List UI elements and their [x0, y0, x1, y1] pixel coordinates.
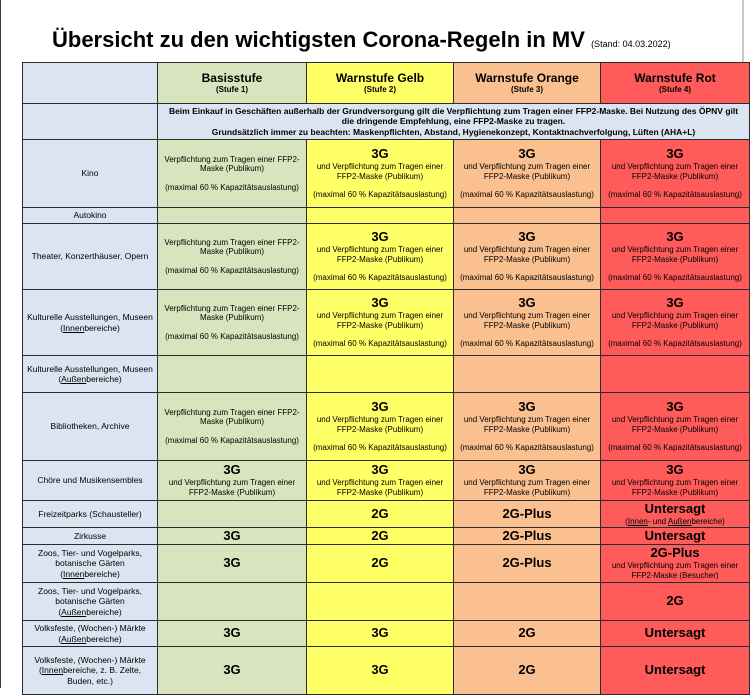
table-row: [23, 583, 750, 621]
cell-zoos-aussen-orange: [454, 583, 601, 621]
table-row: [23, 208, 750, 224]
cell-freizeit-gelb: 2G: [307, 501, 454, 528]
cell-autokino-gelb: [307, 208, 454, 224]
cell-ausst-innen-rot: 3G und Verpflichtung zum Tragen einer FFP2-Maske (Publikum) (maximal 60 % Kapazitätsauslastung): [601, 290, 750, 356]
row-label-zoos-innen: Zoos, Tier- und Vogelparks, botanische Gärten (Innenbereiche): [23, 545, 158, 583]
header-basisstufe: Basisstufe (Stufe 1): [158, 63, 307, 104]
row-label-bibliotheken: Bibliotheken, Archive: [23, 393, 158, 461]
cell-zirkus-rot: Untersagt: [601, 528, 750, 545]
cell-freizeit-rot: Untersagt (Innen- und Außenbereiche): [601, 501, 750, 528]
cell-zoos-aussen-basis: [158, 583, 307, 621]
header-row: [23, 63, 750, 104]
cell-volks-innen-rot: Untersagt: [601, 647, 750, 695]
page-title: [52, 27, 671, 53]
cell-kino-gelb: 3G und Verpflichtung zum Tragen einer FFP2-Maske (Publikum) (maximal 60 % Kapazitätsauslastung): [307, 140, 454, 208]
cell-volks-aussen-orange: 2G: [454, 621, 601, 647]
cell-zirkus-orange: 2G-Plus: [454, 528, 601, 545]
cell-freizeit-basis: [158, 501, 307, 528]
cell-choere-rot: 3G und Verpflichtung zum Tragen einer FFP2-Maske (Publikum): [601, 461, 750, 501]
table-row: [23, 140, 750, 208]
cell-bibl-orange: 3G und Verpflichtung zum Tragen einer FFP2-Maske (Publikum) (maximal 60 % Kapazitätsauslastung): [454, 393, 601, 461]
cell-volks-innen-gelb: 3G: [307, 647, 454, 695]
notice-row: [23, 104, 750, 140]
cell-ausst-aussen-gelb: [307, 356, 454, 393]
row-label-freizeitparks: Freizeitparks (Schausteller): [23, 501, 158, 528]
stand-date: (Stand: 04.03.2022): [591, 39, 671, 49]
cell-ausst-innen-gelb: 3G und Verpflichtung zum Tragen einer FFP2-Maske (Publikum) (maximal 60 % Kapazitätsauslastung): [307, 290, 454, 356]
row-label-kino: Kino: [23, 140, 158, 208]
table-row: [23, 501, 750, 528]
table-row: [23, 545, 750, 583]
header-warnstufe-orange: Warnstufe Orange (Stufe 3): [454, 63, 601, 104]
cell-kino-rot: 3G und Verpflichtung zum Tragen einer FFP2-Maske (Publikum) (maximal 60 % Kapazitätsauslastung): [601, 140, 750, 208]
cell-choere-gelb: 3G und Verpflichtung zum Tragen einer FFP2-Maske (Publikum): [307, 461, 454, 501]
cell-theater-basis: Verpflichtung zum Tragen einer FFP2-Maske (Publikum) (maximal 60 % Kapazitätsauslastung): [158, 224, 307, 290]
cell-bibl-basis: Verpflichtung zum Tragen einer FFP2-Maske (Publikum) (maximal 60 % Kapazitätsauslastung): [158, 393, 307, 461]
row-label-ausstellungen-innen: Kulturelle Ausstellungen, Museen (Innenbereiche): [23, 290, 158, 356]
cell-theater-rot: 3G und Verpflichtung zum Tragen einer FFP2-Maske (Publikum) (maximal 60 % Kapazitätsauslastung): [601, 224, 750, 290]
table-row: [23, 528, 750, 545]
cell-autokino-rot: [601, 208, 750, 224]
cell-zirkus-basis: 3G: [158, 528, 307, 545]
cell-bibl-gelb: 3G und Verpflichtung zum Tragen einer FFP2-Maske (Publikum) (maximal 60 % Kapazitätsauslastung): [307, 393, 454, 461]
cell-volks-aussen-gelb: 3G: [307, 621, 454, 647]
cell-ausst-innen-orange: 3G und Verpflichtung zum Tragen einer FFP2-Maske (Publikum) (maximal 60 % Kapazitätsauslastung): [454, 290, 601, 356]
cell-zoos-innen-gelb: 2G: [307, 545, 454, 583]
row-label-zoos-aussen: Zoos, Tier- und Vogelparks, botanische Gärten (Außenbereiche): [23, 583, 158, 621]
cell-bibl-rot: 3G und Verpflichtung zum Tragen einer FFP2-Maske (Publikum) (maximal 60 % Kapazitätsauslastung): [601, 393, 750, 461]
cell-ausst-aussen-orange: [454, 356, 601, 393]
cell-volks-aussen-basis: 3G: [158, 621, 307, 647]
row-label-theater: Theater, Konzerthäuser, Opern: [23, 224, 158, 290]
row-label-volksfeste-aussen: Volksfeste, (Wochen-) Märkte (Außenbereiche): [23, 621, 158, 647]
cell-kino-orange: 3G und Verpflichtung zum Tragen einer FFP2-Maske (Publikum) (maximal 60 % Kapazitätsauslastung): [454, 140, 601, 208]
cell-freizeit-orange: 2G-Plus: [454, 501, 601, 528]
notice-empty-cell: [23, 104, 158, 140]
cell-volks-innen-basis: 3G: [158, 647, 307, 695]
header-empty-cell: [23, 63, 158, 104]
rules-table: [22, 62, 750, 695]
row-label-choere: Chöre und Musikensembles: [23, 461, 158, 501]
header-warnstufe-rot: Warnstufe Rot (Stufe 4): [601, 63, 750, 104]
table-row: [23, 393, 750, 461]
left-page-border: [0, 0, 1, 688]
title-text: Übersicht zu den wichtigsten Corona-Regeln in MV: [52, 27, 585, 52]
cell-autokino-basis: [158, 208, 307, 224]
cell-zoos-aussen-rot: 2G: [601, 583, 750, 621]
row-label-autokino: Autokino: [23, 208, 158, 224]
cell-volks-aussen-rot: Untersagt: [601, 621, 750, 647]
cell-zoos-aussen-gelb: [307, 583, 454, 621]
cell-kino-basis: Verpflichtung zum Tragen einer FFP2-Maske (Publikum) (maximal 60 % Kapazitätsauslastung): [158, 140, 307, 208]
cell-zoos-innen-basis: 3G: [158, 545, 307, 583]
cell-zirkus-gelb: 2G: [307, 528, 454, 545]
row-label-ausstellungen-aussen: Kulturelle Ausstellungen, Museen (Außenbereiche): [23, 356, 158, 393]
row-label-volksfeste-innen: Volksfeste, (Wochen-) Märkte (Innenbereiche, z. B. Zelte, Buden, etc.): [23, 647, 158, 695]
cell-autokino-orange: [454, 208, 601, 224]
header-warnstufe-gelb: Warnstufe Gelb (Stufe 2): [307, 63, 454, 104]
cell-zoos-innen-orange: 2G-Plus: [454, 545, 601, 583]
table-row: [23, 461, 750, 501]
cell-ausst-innen-basis: Verpflichtung zum Tragen einer FFP2-Maske (Publikum) (maximal 60 % Kapazitätsauslastung): [158, 290, 307, 356]
cell-choere-basis: 3G und Verpflichtung zum Tragen einer FFP2-Maske (Publikum): [158, 461, 307, 501]
table-row: [23, 356, 750, 393]
table-row: [23, 290, 750, 356]
notice-cell: Beim Einkauf in Geschäften außerhalb der Grundversorgung gilt die Verpflichtung zum Tragen einer FFP2-Maske. Bei Nutzung des ÖPNV gilt die dringende Empfehlung, eine FFP2-Maske zu tragen. Grundsätzlich immer zu beachten: Maskenpflichten, Abstand, Hygienekonzept, Kontaktnachverfolgung, Lüften (AHA+L): [158, 104, 750, 140]
cell-theater-gelb: 3G und Verpflichtung zum Tragen einer FFP2-Maske (Publikum) (maximal 60 % Kapazitätsauslastung): [307, 224, 454, 290]
table-row: [23, 647, 750, 695]
cell-volks-innen-orange: 2G: [454, 647, 601, 695]
table-row: [23, 621, 750, 647]
cell-choere-orange: 3G und Verpflichtung zum Tragen einer FFP2-Maske (Publikum): [454, 461, 601, 501]
row-label-zirkusse: Zirkusse: [23, 528, 158, 545]
cell-theater-orange: 3G und Verpflichtung zum Tragen einer FFP2-Maske (Publikum) (maximal 60 % Kapazitätsauslastung): [454, 224, 601, 290]
cell-ausst-aussen-basis: [158, 356, 307, 393]
cell-ausst-aussen-rot: [601, 356, 750, 393]
cell-zoos-innen-rot: 2G-Plus und Verpflichtung zum Tragen einer FFP2-Maske (Besucher): [601, 545, 750, 583]
table-row: [23, 224, 750, 290]
